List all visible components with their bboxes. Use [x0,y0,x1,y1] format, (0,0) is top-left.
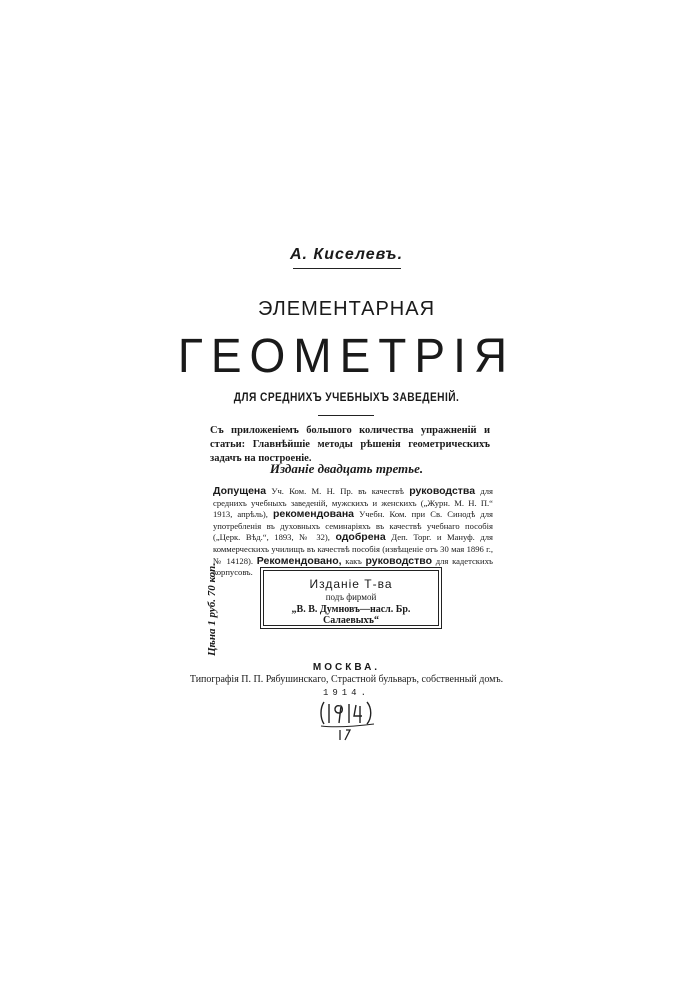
publisher-line: подъ фирмой [325,592,377,602]
appendix-note: Съ приложеніемъ большого количества упражненій и статьи: Главнѣйшіе методы рѣшенія геометрическихъ задачъ на построеніе. [210,425,490,464]
imprint-year: 1914. [322,688,370,698]
approval-text: для среднихъ учебныхъ заведеній, мужскихъ и женскихъ („Журн. М. Н. П.“ 1913, апрѣль), [213,486,493,520]
publisher-line: Изданіе Т-ва [309,577,393,591]
publisher-box [263,570,439,626]
divider-rule [318,415,374,416]
handwritten-annotation [318,696,378,742]
approval-term: одобрена [335,531,386,544]
author-underline [293,268,401,269]
approval-text: какъ [341,555,366,566]
title-audience: ДЛЯ СРЕДНИХЪ УЧЕБНЫХЪ ЗАВЕДЕНІЙ. [233,390,460,404]
approval-term: руководство [365,554,432,567]
approval-paragraph [213,486,493,579]
approval-term: Рекомендовано, [256,554,342,567]
approval-term: руководства [409,485,476,497]
edition-note: Изданіе двадцать третье. [269,461,424,476]
main-title: ГЕОМЕТРІЯ [177,327,516,383]
imprint-press: Типографія П. П. Рябушинскаго, Страстной бульваръ, собственный домъ. [189,674,504,685]
approval-text: Деп. Торг. и Мануф. для коммерческихъ училищъ въ качествѣ пособія (извѣщеніе отъ 30 мая 1896 г., № 14128). [213,532,493,566]
approval-text: Уч. Ком. М. Н. Пр. въ качествѣ [266,486,410,496]
approval-text: Учебн. Ком. при Св. Синодѣ для употребленія въ духовныхъ семинаріяхъ въ качествѣ учебнаго пособія („Церк. Вѣд.“, 1893, № 32), [213,509,493,543]
approval-term: Допущена [213,485,267,497]
publisher-name: „В. В. Думновъ—насл. Бр. Салаевыхъ“ [291,604,411,626]
approval-text: для кадетскихъ корпусовъ. [213,555,493,578]
imprint-city: МОСКВА. [312,662,381,673]
price-label: Цѣна 1 руб. 70 коп. [206,562,218,656]
approval-term: рекомендована [273,508,355,521]
author-name: А. Киселевъ. [289,246,404,263]
title-line-elementary: ЭЛЕМЕНТАРНАЯ [257,298,436,320]
